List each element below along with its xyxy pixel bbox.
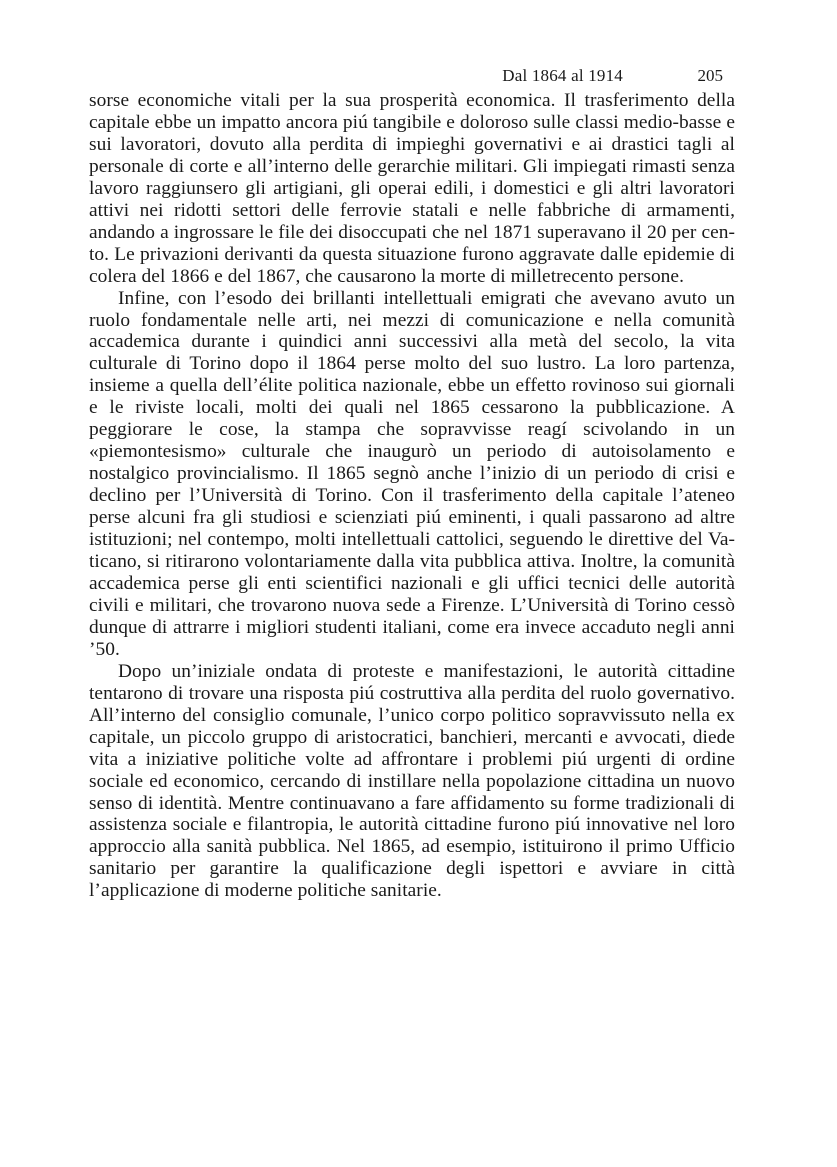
running-head-title: Dal 1864 al 1914 bbox=[502, 66, 623, 85]
page-number: 205 bbox=[697, 66, 723, 85]
paragraph-continued: sorse economiche vitali per la sua prosperità economica. Il trasferimento della capitale ebbe un impatto ancora piú tangibile e doloroso sulle classi medio-basse e sui lavoratori, dovuto alla perdita di impieghi governativi e ai drastici tagli al personale di corte e all’interno delle gerarchie militari. Gli impiegati rimasti senza lavoro raggiunsero gli artigiani, gli operai edili, i domestici e gli altri lavoratori attivi nei ridotti settori delle ferrovie statali e nelle fabbriche di armamenti, andando a ingrossare le file dei disoccupati che nel 1871 superavano il 20 per cento. Le privazioni derivanti da questa situazione furono aggravate dalle epidemie di colera del 1866 e del 1867, che causarono la morte di milletrecento persone. bbox=[89, 90, 735, 287]
book-page bbox=[89, 60, 735, 902]
paragraph-city-authorities: Dopo un’iniziale ondata di proteste e manifestazioni, le autorità cittadine tentarono di trovare una risposta piú costruttiva alla perdita del ruolo governativo. All’interno del consiglio comunale, l’unico corpo politico sopravvissuto nella ex capitale, un piccolo gruppo di aristocratici, banchieri, mercanti e avvocati, diede vita a iniziative politiche volte ad affrontare i problemi piú urgenti di ordine sociale ed economico, cercando di instillare nella popolazione cittadina un nuovo senso di identità. Mentre continuavano a fare affidamento su forme tradizionali di assistenza sociale e filantropia, le autorità cittadine furono piú innovative nel loro approccio alla sanità pubblica. Nel 1865, ad esempio, istituirono il primo Ufficio sanitario per garantire la qualificazione degli ispettori e avviare in città l’applicazione di moderne politiche sanitarie. bbox=[89, 660, 735, 902]
paragraph-cultural-life: Infine, con l’esodo dei brillanti intellettuali emigrati che avevano avuto un ruolo fondamentale nelle arti, nei mezzi di comunicazione e nella comunità accademica durante i quindici anni successivi alla metà del secolo, la vita culturale di Torino dopo il 1864 perse molto del suo lustro. La loro partenza, insieme a quella dell’élite politica nazionale, ebbe un effetto rovinoso sui giornali e le riviste locali, molti dei quali nel 1865 cessarono la pubblicazione. A peggiorare le cose, la stampa che sopravvisse reagí scivolando in un «piemontesismo» culturale che inaugurò un periodo di autoisolamento e nostalgico provincialismo. Il 1865 segnò anche l’inizio di un periodo di crisi e declino per l’Università di Torino. Con il trasferimento della capitale l’ateneo perse alcuni fra gli studiosi e scienziati piú eminenti, i quali passarono ad altre istituzioni; nel contempo, molti intellettuali cattolici, seguendo le direttive del Vaticano, si ritirarono volontariamente dalla vita pubblica attiva. Inoltre, la comunità accademica perse gli enti scientifici nazionali e gli uffici tecnici delle autorità civili e militari, che trovarono nuova sede a Firenze. L’Università di Torino cessò dunque di attrarre i migliori studenti italiani, come era invece accaduto negli anni ’50. bbox=[89, 287, 735, 660]
body-text bbox=[89, 90, 735, 902]
running-head bbox=[89, 60, 735, 90]
